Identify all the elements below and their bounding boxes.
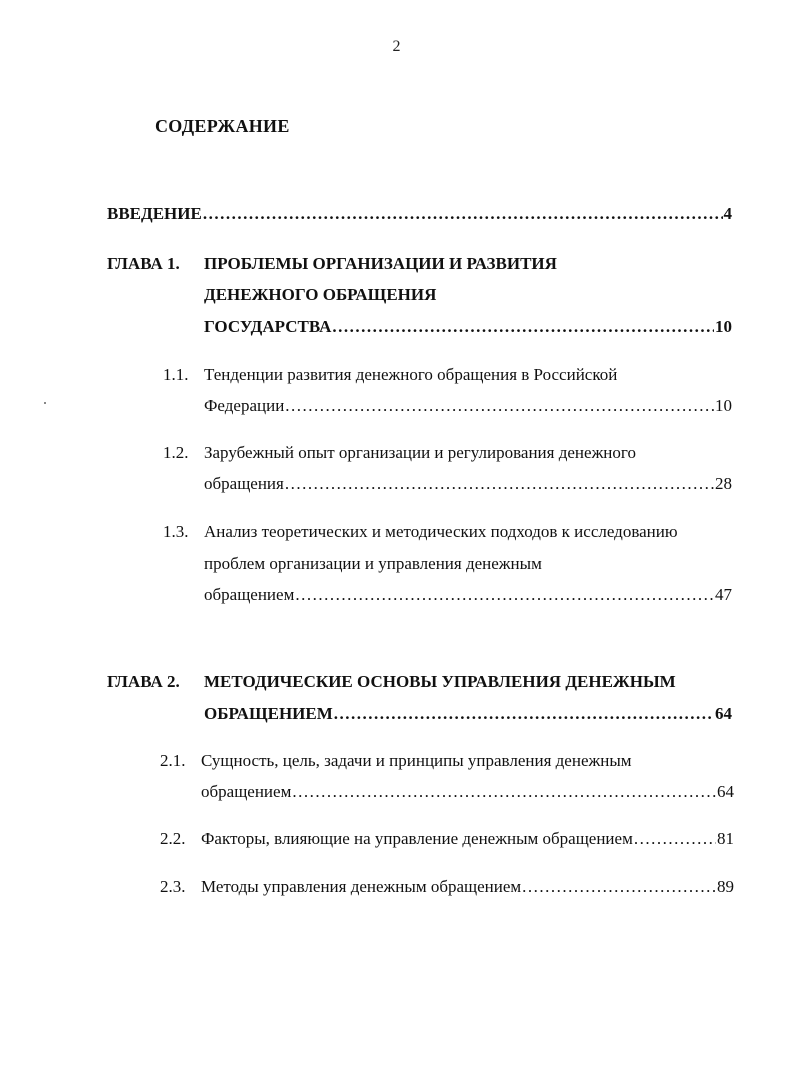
chapter-number: ГЛАВА 1. (107, 254, 180, 273)
toc-entry-label: ГОСУДАРСТВА (204, 317, 332, 336)
toc-page-ref: 64 (717, 782, 734, 801)
section-title-line: проблем организации и управления денежным (204, 554, 542, 573)
section-number: 1.1. (163, 365, 189, 384)
toc-page-ref: 81 (717, 829, 734, 848)
dot-leader (634, 828, 716, 850)
toc-entry-label: обращения (204, 474, 284, 493)
chapter-title-line: ПРОБЛЕМЫ ОРГАНИЗАЦИИ И РАЗВИТИЯ (204, 254, 557, 273)
section-number: 2.3. (160, 877, 186, 896)
page-number: 2 (392, 38, 401, 55)
toc-entry-chapter-1[interactable] (204, 316, 732, 338)
toc-entry-label: Федерации (204, 396, 285, 415)
section-number: 1.2. (163, 443, 189, 462)
chapter-title-line: ДЕНЕЖНОГО ОБРАЩЕНИЯ (204, 285, 437, 304)
section-title-line: Тенденции развития денежного обращения в Российской (204, 365, 618, 384)
dot-leader (334, 703, 714, 725)
toc-page-ref: 10 (715, 396, 732, 415)
toc-page-ref: 47 (715, 585, 732, 604)
section-title-line: Зарубежный опыт организации и регулирования денежного (204, 443, 636, 462)
toc-entry-label: ВВЕДЕНИЕ (107, 204, 202, 223)
toc-entry-intro[interactable] (107, 203, 732, 225)
chapter-number: ГЛАВА 2. (107, 672, 180, 691)
section-title-line: Сущность, цель, задачи и принципы управления денежным (201, 751, 632, 770)
toc-page-ref: 64 (715, 704, 732, 723)
toc-entry-label: Факторы, влияющие на управление денежным обращением (201, 829, 633, 848)
dot-leader (522, 876, 716, 898)
toc-entry-section-2-1[interactable] (201, 781, 734, 803)
toc-title: СОДЕРЖАНИЕ (155, 116, 290, 136)
dot-leader (285, 473, 714, 495)
toc-entry-label: ОБРАЩЕНИЕМ (204, 704, 333, 723)
toc-page-ref: 10 (715, 317, 732, 336)
toc-entry-section-1-2[interactable] (204, 473, 732, 495)
scan-speck (44, 402, 46, 404)
toc-entry-label: обращением (204, 585, 295, 604)
section-number: 2.1. (160, 751, 186, 770)
toc-entry-label: Методы управления денежным обращением (201, 877, 522, 896)
dot-leader (332, 316, 714, 338)
toc-page-ref: 4 (723, 204, 732, 223)
toc-entry-chapter-2[interactable] (204, 703, 732, 725)
section-number: 2.2. (160, 829, 186, 848)
dot-leader (285, 395, 714, 417)
toc-entry-label: обращением (201, 782, 292, 801)
dot-leader (292, 781, 716, 803)
dot-leader (203, 203, 723, 225)
chapter-title-line: МЕТОДИЧЕСКИЕ ОСНОВЫ УПРАВЛЕНИЯ ДЕНЕЖНЫМ (204, 672, 676, 691)
toc-page-ref: 89 (717, 877, 734, 896)
toc-entry-section-2-3[interactable] (201, 876, 734, 898)
section-title-line: Анализ теоретических и методических подходов к исследованию (204, 522, 678, 541)
toc-entry-section-2-2[interactable] (201, 828, 734, 850)
toc-page-ref: 28 (715, 474, 732, 493)
dot-leader (295, 584, 714, 606)
toc-entry-section-1-3[interactable] (204, 584, 732, 606)
section-number: 1.3. (163, 522, 189, 541)
toc-entry-section-1-1[interactable] (204, 395, 732, 417)
